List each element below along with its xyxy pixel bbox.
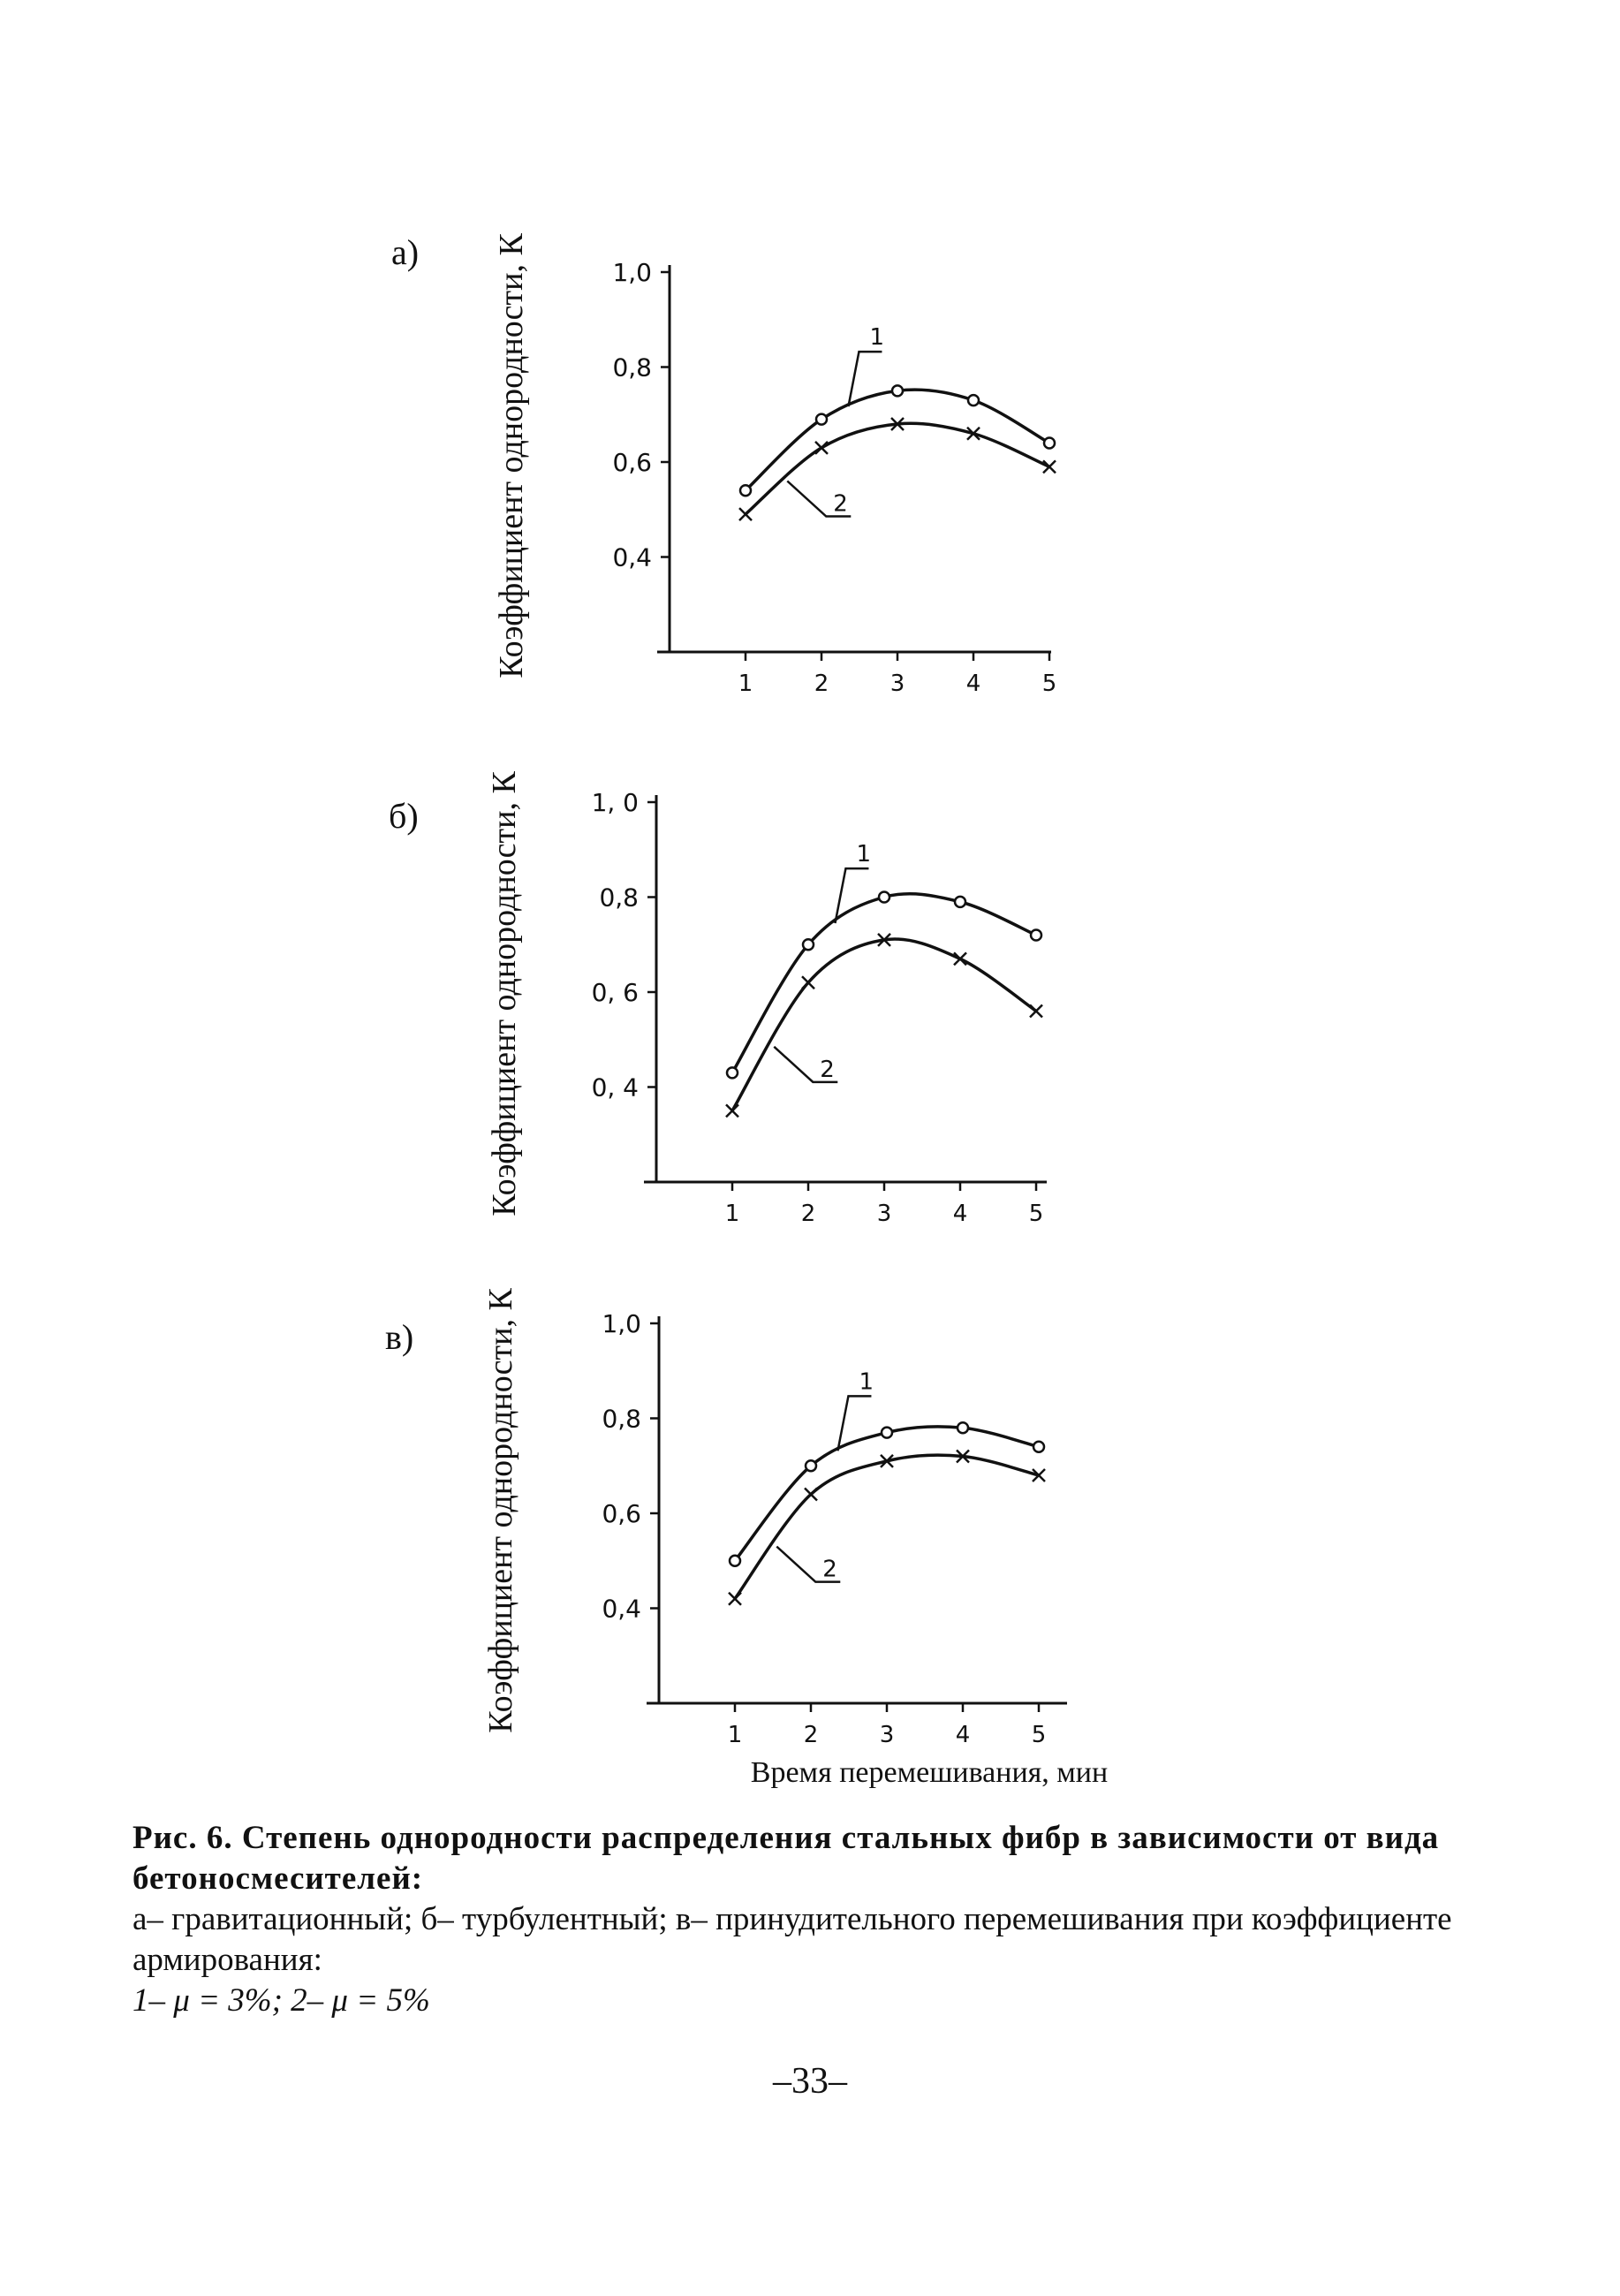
y-axis-title: Коэффициент однородности, К bbox=[482, 1288, 519, 1733]
series-1-point bbox=[1033, 1442, 1044, 1452]
y-tick-label: 1,0 bbox=[602, 1309, 641, 1338]
series-2-point bbox=[805, 1489, 817, 1501]
x-tick-label: 2 bbox=[800, 1201, 816, 1227]
page-number: –33– bbox=[773, 2061, 847, 2102]
y-tick-label: 0,6 bbox=[602, 1499, 641, 1528]
y-tick-label: 0, 4 bbox=[591, 1072, 639, 1103]
series-1-point bbox=[879, 892, 889, 903]
x-tick-label: 1 bbox=[724, 1201, 740, 1227]
y-tick-label: 1, 0 bbox=[591, 788, 639, 817]
series-label: 2 bbox=[820, 1056, 835, 1083]
x-tick-label: 3 bbox=[879, 1722, 895, 1748]
series-1-point bbox=[1031, 930, 1041, 941]
series-1-point bbox=[1044, 438, 1055, 449]
series-1-point bbox=[968, 395, 979, 405]
series-1-point bbox=[958, 1422, 968, 1433]
panel-letter: а) bbox=[391, 232, 420, 272]
y-tick-label: 0,6 bbox=[612, 448, 652, 477]
x-tick-label: 2 bbox=[803, 1722, 819, 1748]
series-1-point bbox=[892, 385, 903, 396]
series-1-point bbox=[730, 1556, 740, 1566]
caption-legend: 1– μ = 3%; 2– μ = 5% bbox=[132, 1982, 430, 2019]
x-tick-label: 5 bbox=[1028, 1201, 1044, 1227]
y-tick-label: 0,8 bbox=[602, 1404, 641, 1434]
series-1-point bbox=[955, 897, 965, 907]
series-line-1 bbox=[732, 894, 1036, 1073]
series-1-point bbox=[803, 939, 814, 950]
series-1-point bbox=[727, 1067, 738, 1078]
x-axis-title: Время перемешивания, мин bbox=[750, 1756, 1109, 1789]
series-line-2 bbox=[732, 939, 1036, 1110]
x-tick-label: 4 bbox=[952, 1201, 968, 1227]
series-1-point bbox=[740, 485, 751, 496]
series-2-point bbox=[802, 976, 814, 989]
series-line-2 bbox=[735, 1455, 1039, 1599]
series-2-point bbox=[815, 442, 828, 454]
y-axis-title: Коэффициент однородности, К bbox=[486, 771, 523, 1216]
x-tick-label: 2 bbox=[814, 671, 829, 697]
series-label: 1 bbox=[869, 324, 884, 352]
y-tick-label: 0,8 bbox=[599, 883, 639, 913]
caption-types: а– гравитационный; б– турбулентный; в– принудительного перемешивания при коэффициенте армирования: bbox=[132, 1901, 1452, 1978]
series-2-point bbox=[954, 952, 966, 965]
y-tick-label: 0,8 bbox=[612, 352, 652, 383]
series-2-point bbox=[1030, 1005, 1042, 1018]
series-line-1 bbox=[735, 1427, 1039, 1561]
x-tick-label: 5 bbox=[1041, 671, 1057, 697]
panel-letter: в) bbox=[385, 1317, 414, 1357]
x-tick-label: 3 bbox=[889, 671, 905, 697]
series-label: 2 bbox=[833, 490, 848, 518]
series-label: 1 bbox=[856, 841, 871, 868]
x-tick-label: 1 bbox=[727, 1722, 743, 1748]
panel-letter: б) bbox=[389, 796, 419, 836]
x-tick-label: 3 bbox=[876, 1201, 892, 1227]
y-axis-title: Коэффициент однородности, К bbox=[493, 233, 530, 678]
series-2-point bbox=[729, 1593, 741, 1605]
series-2-point bbox=[1043, 460, 1056, 473]
series-label: 1 bbox=[859, 1368, 874, 1396]
line-chart-a bbox=[612, 258, 1060, 707]
x-tick-label: 4 bbox=[955, 1722, 971, 1748]
x-tick-label: 1 bbox=[738, 671, 753, 697]
series-label: 2 bbox=[822, 1556, 837, 1583]
series-1-point bbox=[882, 1428, 892, 1438]
figure-caption bbox=[132, 1818, 1510, 2021]
x-tick-label: 5 bbox=[1031, 1722, 1047, 1748]
series-line-2 bbox=[746, 423, 1049, 514]
series-1-point bbox=[816, 414, 827, 425]
y-tick-label: 0,4 bbox=[602, 1594, 641, 1624]
y-tick-label: 1,0 bbox=[612, 258, 652, 287]
caption-title: Рис. 6. Степень однородности распределения стальных фибр в зависимости от вида бетоносмесителей: bbox=[132, 1820, 1440, 1897]
y-tick-label: 0, 6 bbox=[591, 978, 639, 1007]
x-tick-label: 4 bbox=[965, 671, 981, 697]
y-tick-label: 0,4 bbox=[612, 542, 652, 572]
line-chart-v bbox=[602, 1309, 1067, 1758]
series-line-1 bbox=[746, 390, 1049, 490]
line-chart-b bbox=[591, 788, 1064, 1237]
series-2-point bbox=[726, 1104, 738, 1117]
series-2-point bbox=[739, 508, 752, 520]
series-1-point bbox=[806, 1460, 816, 1471]
